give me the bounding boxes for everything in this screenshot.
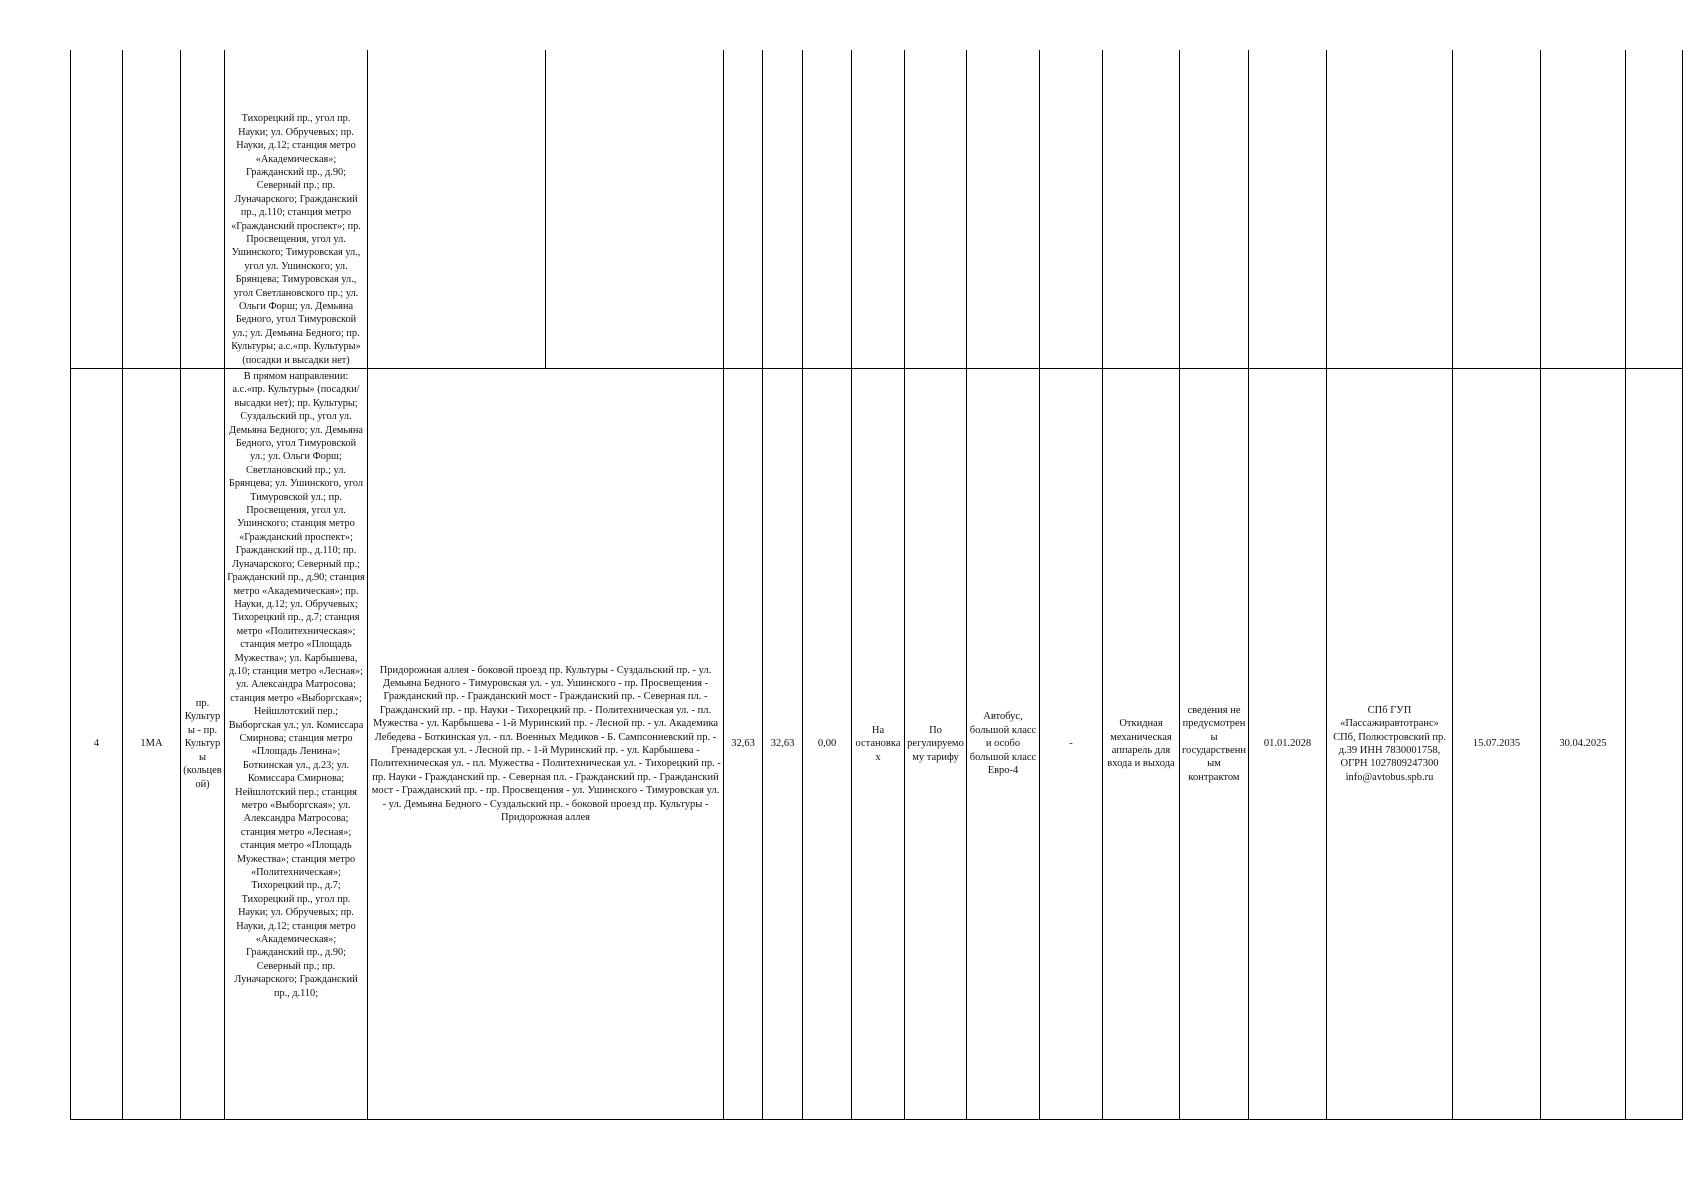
cell-path: Придорожная аллея - боковой проезд пр. Культуры - Суздальский пр. - ул. Демьяна Бедного - Тимуровская ул. - ул. Ушинского - пр. Просвещения - Гражданский пр. - Гражданский мост - Гражданский пр. - Северная пл. - Гражданский пр. - пр. Науки - Тихорецкий пр. - Политехническая ул. - пл. Мужества - ул. Карбышева - 1-й Муринский пр. - Лесной пр. - ул. Академика Лебедева - Боткинская ул. - пл. Военных Медиков - Б. Сампсониевский пр. - Гренадерская ул. - Лесной пр. - 1-й Муринский пр. - ул. Карбышева - Политехническая ул. - пл. Мужества - Политехническая ул. - Тихорецкий пр. - пр. Науки - Гражданский пр. - Северная пл. - Гражданский пр. - Гражданский мост - Гражданский пр. - пр. Просвещения - ул. Ушинского - Тимуровская ул. - ул. Демьяна Бедного - Суздальский пр. - боковой проезд пр. Культуры - Придорожная аллея — [368, 369, 724, 1120]
cell-number: 4 — [71, 369, 123, 1120]
cell-empty — [1626, 50, 1683, 369]
cell-equipment: Откидная механическая аппарель для входа и выхода — [1103, 369, 1180, 1120]
cell-stop-mode — [852, 50, 905, 369]
cell-route-code — [123, 50, 181, 369]
cell-route-name: пр. Культуры - пр. Культуры (кольцевой) — [181, 369, 225, 1120]
cell-date-b: 30.04.2025 — [1541, 369, 1626, 1120]
cell-equipment — [1103, 50, 1180, 369]
cell-route-name — [181, 50, 225, 369]
cell-carrier: СПб ГУП «Пассажиравтотранс» СПб, Полюстровский пр. д.39 ИНН 7830001758, ОГРН 1027809247300 info@avtobus.spb.ru — [1327, 369, 1453, 1120]
cell-empty — [1626, 369, 1683, 1120]
cell-tariff: По регулируемому тарифу — [905, 369, 967, 1120]
cell-dash: - — [1040, 369, 1103, 1120]
cell-length-extra: 0,00 — [803, 369, 852, 1120]
cell-date-a: 15.07.2035 — [1453, 369, 1541, 1120]
cell-length-forward — [724, 50, 763, 369]
cell-length-extra — [803, 50, 852, 369]
stops-text: В прямом направлении: а.с.«пр. Культуры» (посадки/высадки нет); пр. Культуры; Суздальский пр., угол ул. Демьяна Бедного; ул. Демьяна Бедного, угол Тимуровской ул.; ул. Ольги Форш; Светлановский пр.; ул. Брянцева; ул. Ушинского, угол Тимуровской ул.; пр. Просвещения, угол ул. Ушинского; станция метро «Гражданский проспект»; Гражданский пр., д.110; пр. Луначарского; Северный пр.; Гражданский пр., д.90; станция метро «Академическая»; пр. Науки, д.12; ул. Обручевых; Тихорецкий пр., д.7; станция метро «Политехническая»; станция метро «Площадь Мужества»; ул. Карбышева, д.10; станция метро «Лесная»; ул. Александра Матросова; станция метро «Выборгская»; Нейшлотский пер.; Выборгская ул.; ул. Комиссара Смирнова; станция метро «Площадь Ленина»; Боткинская ул., д.23; ул. Комиссара Смирнова; Нейшлотский пер.; станция метро «Выборгская»; ул. Александра Матросова; станция метро «Лесная»; станция метро «Площадь Мужества»; станция метро «Политехническая»; Тихорецкий пр., д.7; Тихорецкий пр., угол пр. Науки; ул. Обручевых; пр. Науки, д.12; станция метро «Академическая»; Гражданский пр., д.90; Северный пр.; пр. Луначарского; Гражданский пр., д.110; — [227, 371, 365, 999]
cell-tariff — [905, 50, 967, 369]
cell-dash — [1040, 50, 1103, 369]
cell-vehicle: Автобус, большой класс и особо большой класс Евро-4 — [967, 369, 1040, 1120]
cell-vehicle — [967, 50, 1040, 369]
cell-carrier — [1327, 50, 1453, 369]
cell-stop-mode: На остановках — [852, 369, 905, 1120]
cell-number — [71, 50, 123, 369]
cell-path-right — [546, 50, 724, 369]
cell-date-a — [1453, 50, 1541, 369]
table-row-route-1ma — [71, 369, 1683, 1120]
cell-length-forward: 32,63 — [724, 369, 763, 1120]
cell-stops-continued — [225, 50, 368, 369]
cell-path-left — [368, 50, 546, 369]
cell-date-start — [1249, 50, 1327, 369]
cell-date-start: 01.01.2028 — [1249, 369, 1327, 1120]
cell-date-b — [1541, 50, 1626, 369]
cell-route-code: 1МА — [123, 369, 181, 1120]
cell-stops — [225, 369, 368, 1120]
cell-length-back — [763, 50, 803, 369]
cell-contract-note: сведения не предусмотрены государственным контрактом — [1180, 369, 1249, 1120]
stops-tail-text: Тихорецкий пр., угол пр. Науки; ул. Обручевых; пр. Науки, д.12; станция метро «Академическая»; Гражданский пр., д.90; Северный пр.; пр. Луначарского; Гражданский пр., д.110; станция метро «Гражданский проспект»; пр. Просвещения, угол ул. Ушинского; Тимуровская ул., угол ул. Ушинского; ул. Брянцева; Тимуровская ул., угол Светлановского пр.; ул. Ольги Форш; ул. Демьяна Бедного, угол Тимуровской ул.; ул. Демьяна Бедного; пр. Культуры; а.с.«пр. Культуры» (посадки и высадки нет) — [231, 113, 361, 366]
cell-contract-note — [1180, 50, 1249, 369]
table-row-continued — [71, 50, 1683, 369]
cell-length-back: 32,63 — [763, 369, 803, 1120]
routes-register-table — [70, 50, 1683, 1120]
